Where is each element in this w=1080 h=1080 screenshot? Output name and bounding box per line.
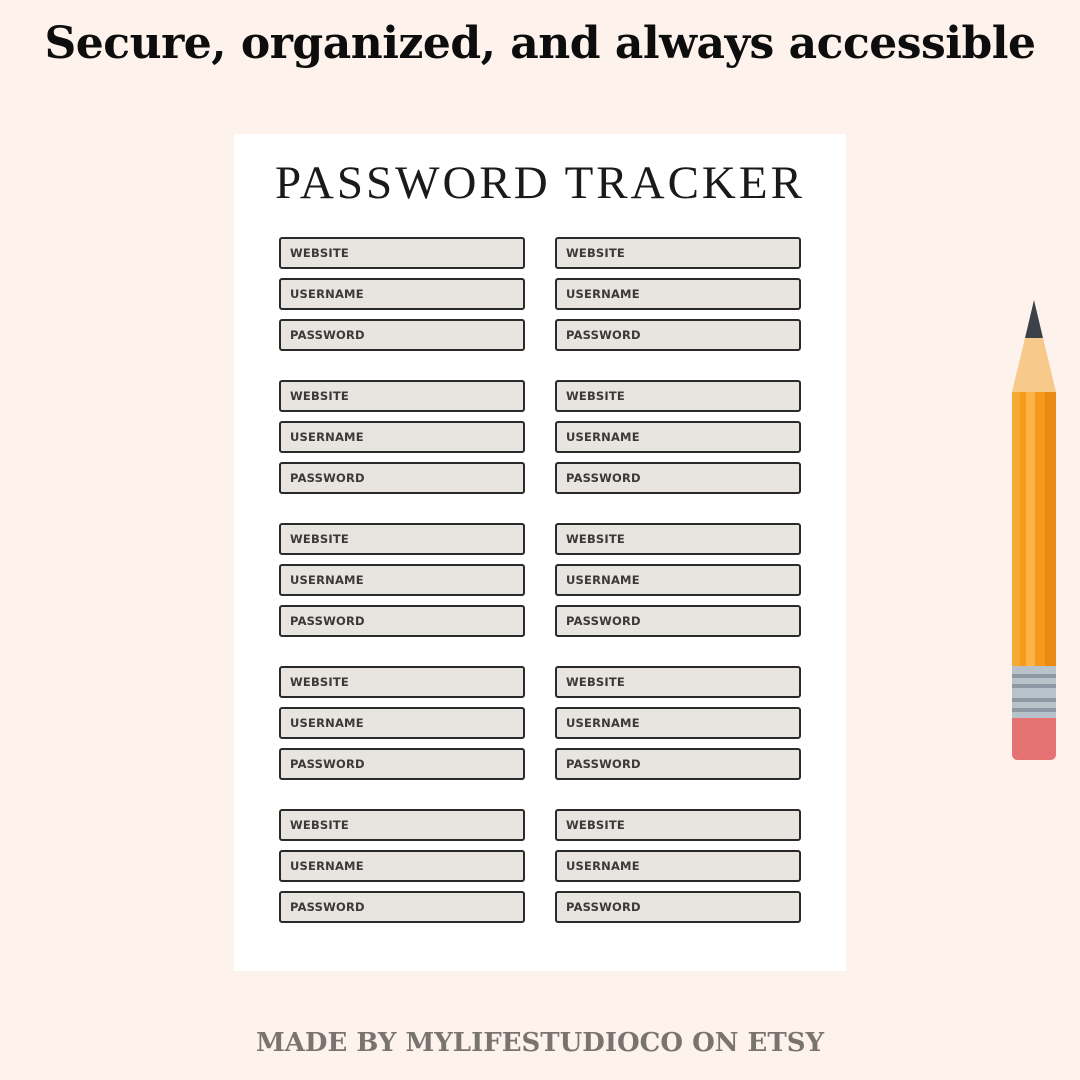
username-label: USERNAME: [566, 430, 640, 444]
website-field[interactable]: [555, 380, 801, 412]
website-label: WEBSITE: [290, 532, 349, 546]
password-label: PASSWORD: [290, 328, 365, 342]
website-field[interactable]: [279, 809, 525, 841]
password-field[interactable]: [279, 462, 525, 494]
password-field[interactable]: [555, 748, 801, 780]
website-field[interactable]: [555, 666, 801, 698]
username-label: USERNAME: [566, 287, 640, 301]
username-label: USERNAME: [566, 573, 640, 587]
password-label: PASSWORD: [566, 757, 641, 771]
footer-credit: MADE BY MYLIFESTUDIOCO ON ETSY: [255, 1028, 825, 1058]
password-label: PASSWORD: [566, 471, 641, 485]
website-label: WEBSITE: [566, 389, 625, 403]
headline: Secure, organized, and always accessible: [44, 18, 1036, 69]
username-field[interactable]: [279, 421, 525, 453]
website-field[interactable]: [279, 237, 525, 269]
username-label: USERNAME: [566, 859, 640, 873]
password-field[interactable]: [279, 891, 525, 923]
website-field[interactable]: [279, 666, 525, 698]
password-label: PASSWORD: [290, 757, 365, 771]
username-field[interactable]: [555, 278, 801, 310]
username-field[interactable]: [555, 707, 801, 739]
website-field[interactable]: [555, 809, 801, 841]
username-label: USERNAME: [290, 287, 364, 301]
username-label: USERNAME: [290, 716, 364, 730]
password-label: PASSWORD: [290, 471, 365, 485]
password-label: PASSWORD: [290, 900, 365, 914]
website-field[interactable]: [555, 523, 801, 555]
username-field[interactable]: [555, 564, 801, 596]
password-label: PASSWORD: [566, 900, 641, 914]
password-field[interactable]: [555, 462, 801, 494]
password-field[interactable]: [279, 605, 525, 637]
username-field[interactable]: [279, 850, 525, 882]
password-label: PASSWORD: [290, 614, 365, 628]
website-field[interactable]: [279, 380, 525, 412]
website-field[interactable]: [555, 237, 801, 269]
website-field[interactable]: [279, 523, 525, 555]
website-label: WEBSITE: [290, 389, 349, 403]
website-label: WEBSITE: [566, 818, 625, 832]
sheet-title: PASSWORD TRACKER: [275, 157, 805, 209]
password-field[interactable]: [279, 319, 525, 351]
username-field[interactable]: [555, 421, 801, 453]
password-label: PASSWORD: [566, 328, 641, 342]
username-label: USERNAME: [290, 859, 364, 873]
username-field[interactable]: [279, 707, 525, 739]
website-label: WEBSITE: [290, 246, 349, 260]
website-label: WEBSITE: [566, 532, 625, 546]
username-label: USERNAME: [290, 430, 364, 444]
website-label: WEBSITE: [566, 675, 625, 689]
username-label: USERNAME: [290, 573, 364, 587]
username-label: USERNAME: [566, 716, 640, 730]
website-label: WEBSITE: [566, 246, 625, 260]
username-field[interactable]: [279, 564, 525, 596]
password-field[interactable]: [555, 605, 801, 637]
pencil-icon: [1005, 298, 1065, 764]
password-field[interactable]: [279, 748, 525, 780]
website-label: WEBSITE: [290, 818, 349, 832]
password-field[interactable]: [555, 319, 801, 351]
username-field[interactable]: [279, 278, 525, 310]
website-label: WEBSITE: [290, 675, 349, 689]
password-field[interactable]: [555, 891, 801, 923]
username-field[interactable]: [555, 850, 801, 882]
password-label: PASSWORD: [566, 614, 641, 628]
